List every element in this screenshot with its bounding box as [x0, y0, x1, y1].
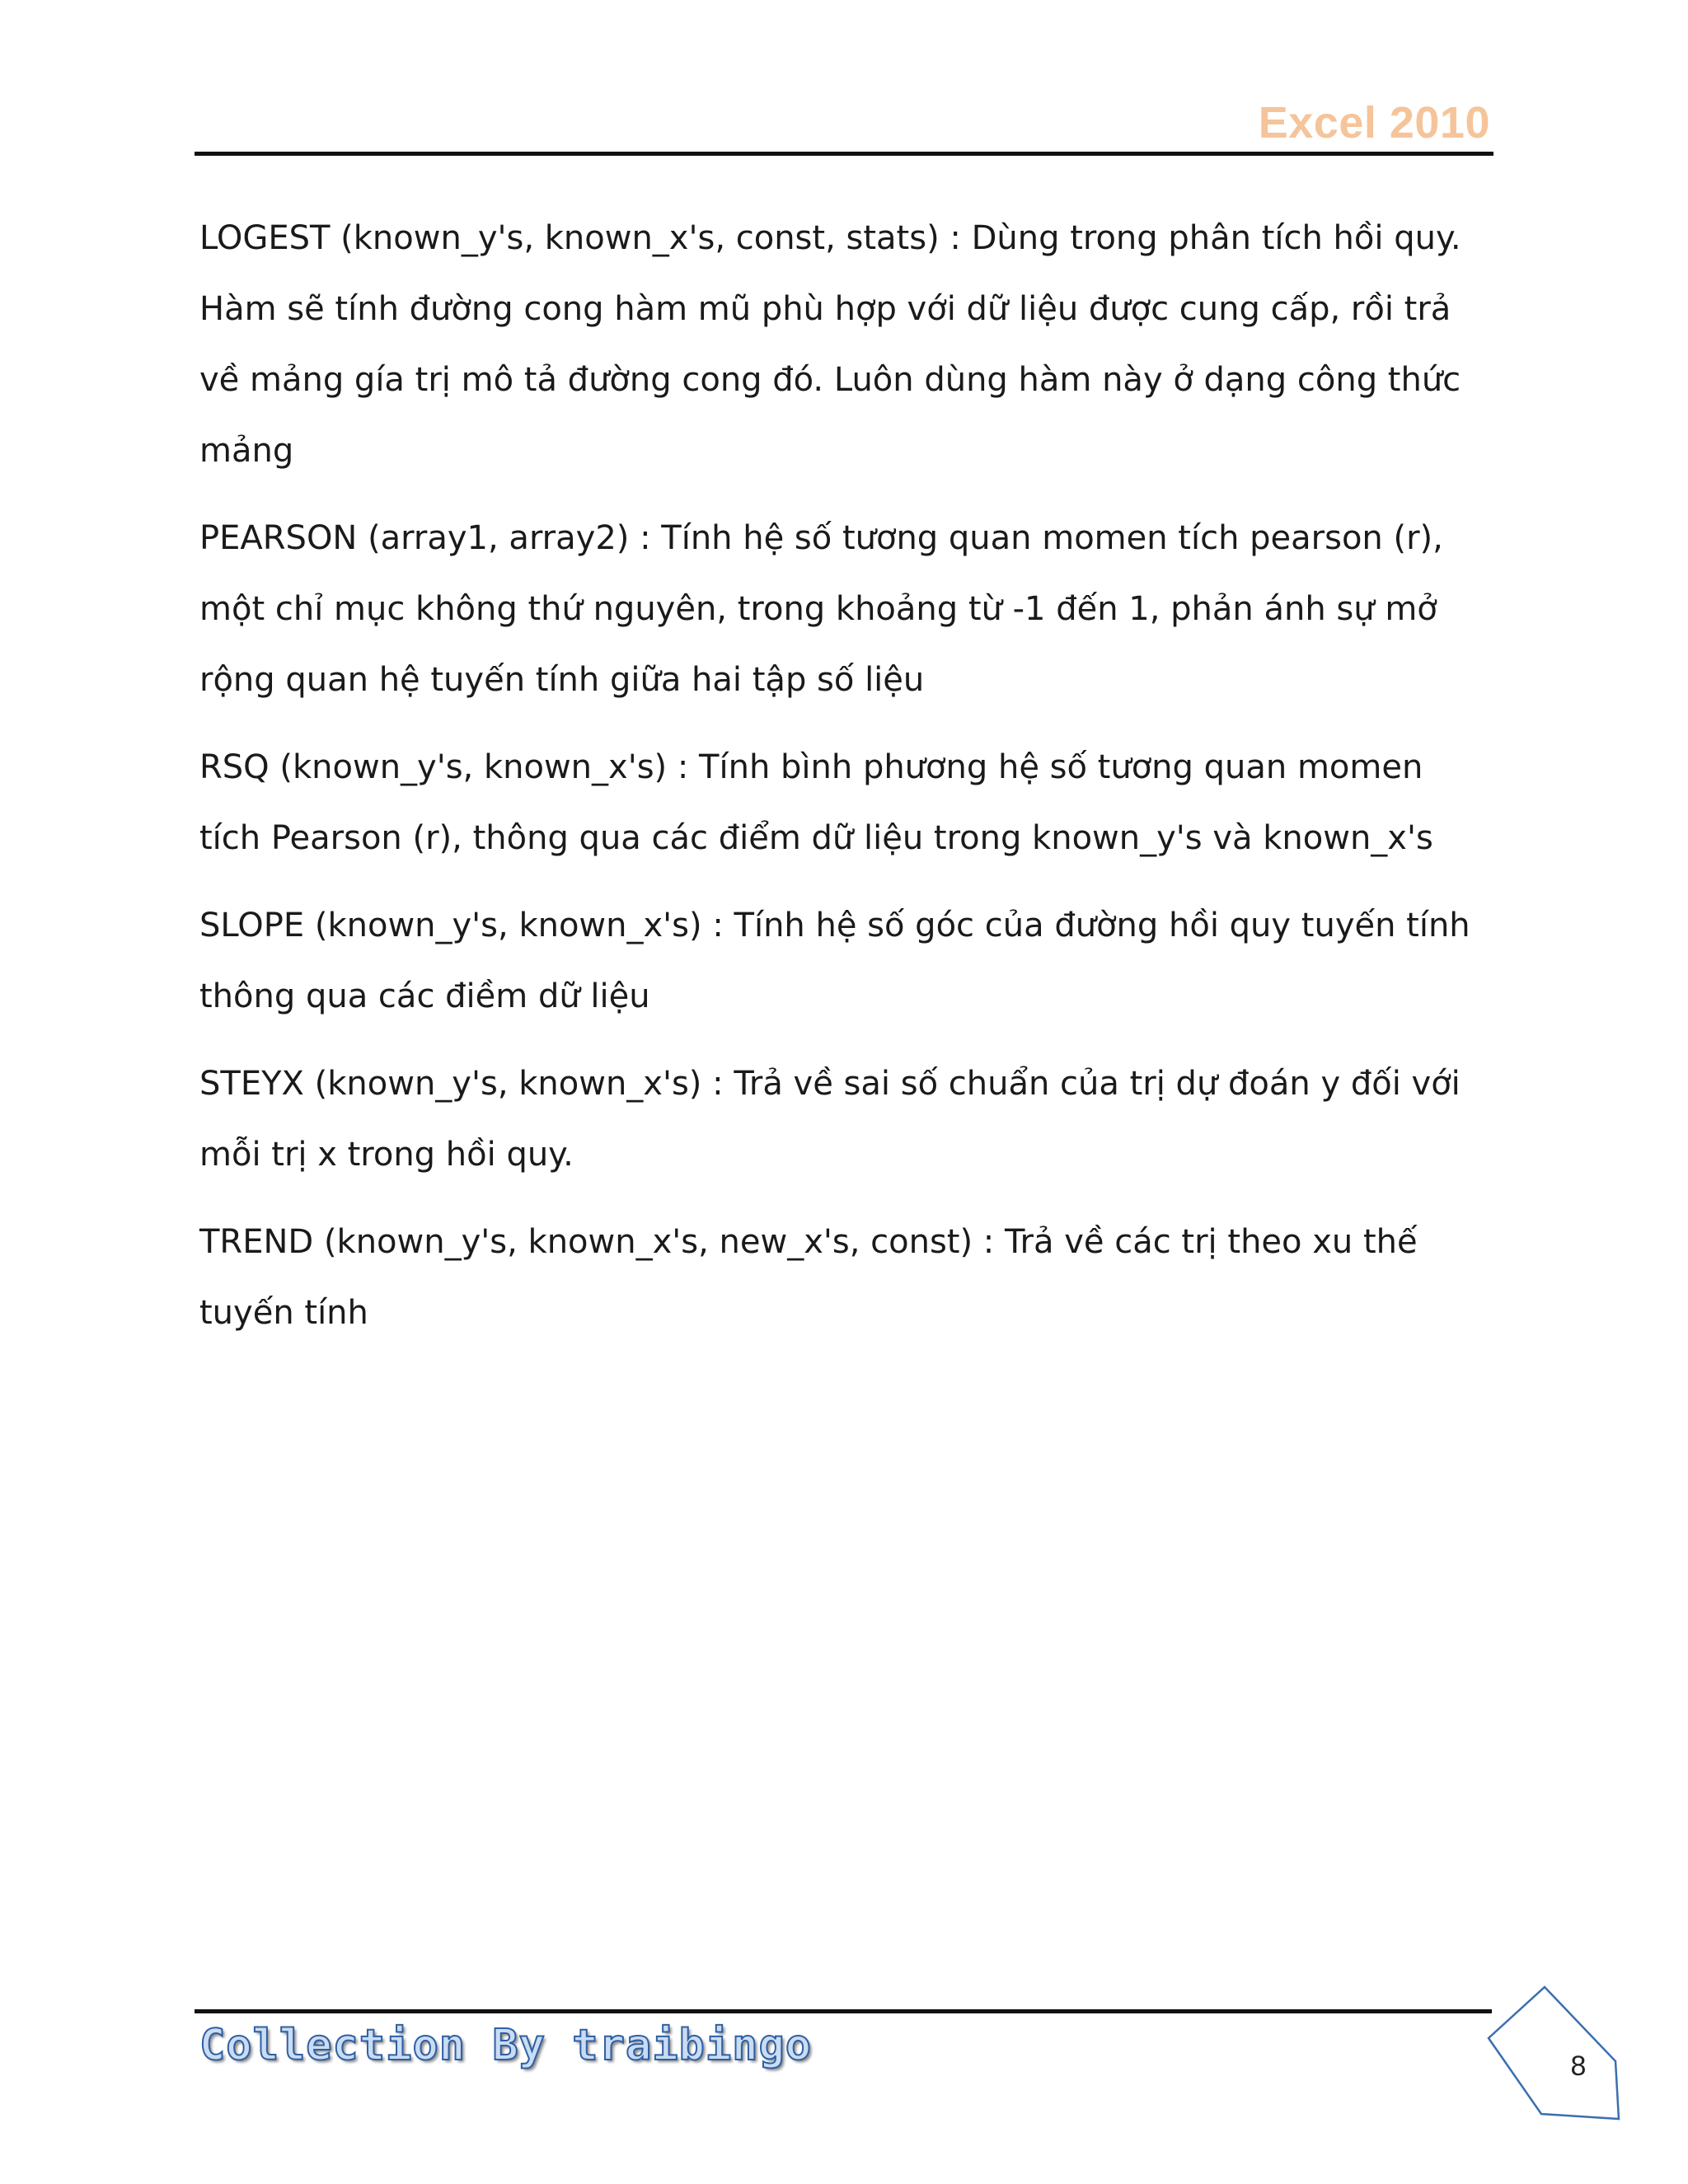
entry-rsq: RSQ (known_y's, known_x's) : Tính bình phương hệ số tương quan momen tích Pearson (r), thông qua các điểm dữ liệu trong known_y's và known_x's	[199, 748, 1434, 857]
entry-steyx: STEYX (known_y's, known_x's) : Trả về sai số chuẩn của trị dự đoán y đối với mỗi trị x trong hồi quy.	[199, 1065, 1471, 1174]
header-title: Excel 2010	[1258, 98, 1490, 148]
entry-logest: LOGEST (known_y's, known_x's, const, stats) : Dùng trong phân tích hồi quy. Hàm sẽ tính đường cong hàm mũ phù hợp với dữ liệu được cung cấp, rồi trả về mảng gía trị mô tả đường cong đó. Luôn dùng hàm này ở dạng công thức mảng	[199, 219, 1472, 470]
header-divider	[195, 152, 1493, 156]
footer-credit: Collection By traibingo	[199, 2021, 813, 2070]
entry-trend: TREND (known_y's, known_x's, new_x's, const) : Trả về các trị theo xu thế tuyến tính	[199, 1223, 1428, 1332]
page-number: 8	[1570, 2050, 1587, 2082]
document-body	[199, 203, 1493, 1365]
footer-divider	[195, 2009, 1492, 2013]
entry-pearson: PEARSON (array1, array2) : Tính hệ số tương quan momen tích pearson (r), một chỉ mục không thứ nguyên, trong khoảng từ -1 đến 1, phản ánh sự mở rộng quan hệ tuyến tính giữa hai tập số liệu	[199, 519, 1454, 699]
entry-slope: SLOPE (known_y's, known_x's) : Tính hệ số góc của đường hồi quy tuyến tính thông qua các điềm dữ liệu	[199, 907, 1481, 1015]
